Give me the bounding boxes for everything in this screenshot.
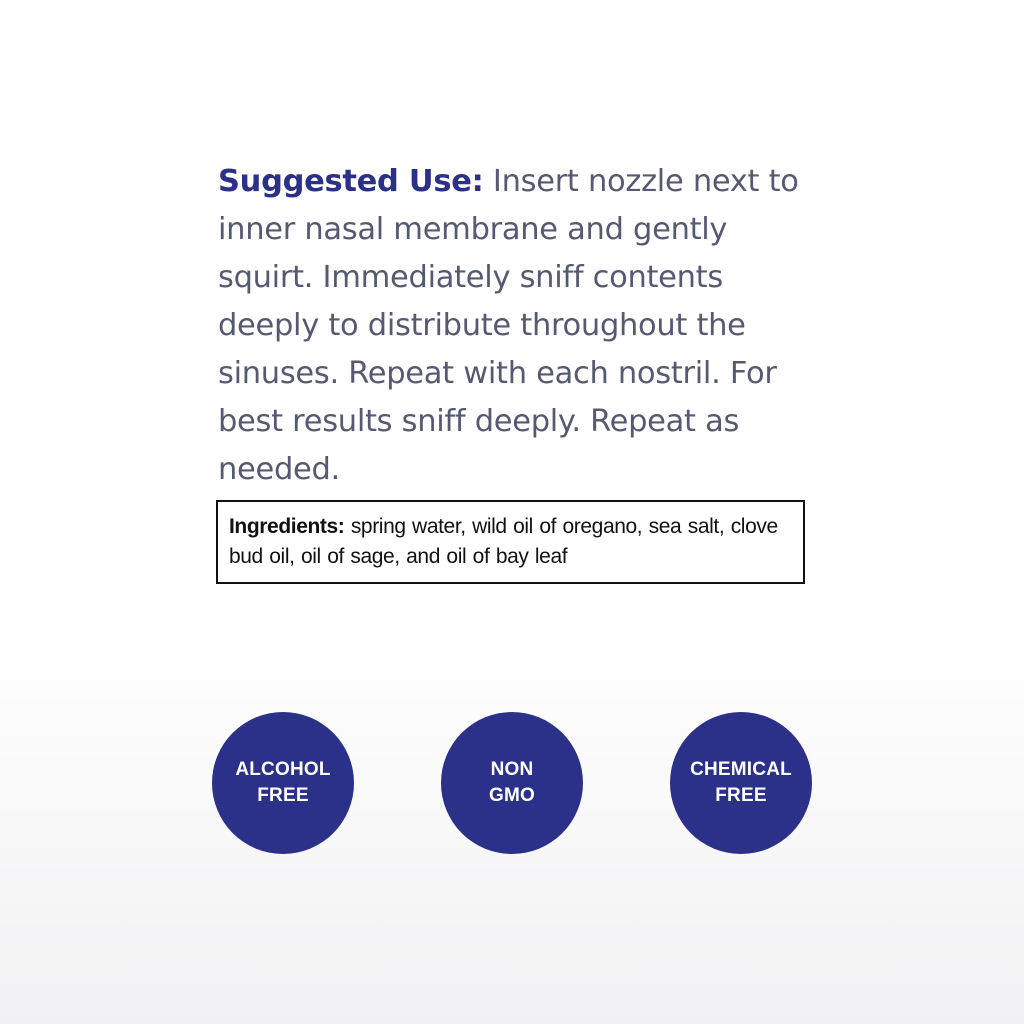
ingredients-box <box>216 500 805 584</box>
ingredients-label: Ingredients: <box>229 515 345 538</box>
badge-line-2: FREE <box>715 785 767 806</box>
chemical-free-badge <box>670 712 812 854</box>
badge-line-2: GMO <box>489 785 535 806</box>
badge-line-1: ALCOHOL <box>235 759 331 780</box>
alcohol-free-badge <box>212 712 354 854</box>
suggested-use-paragraph <box>218 158 818 494</box>
badge-line-2: FREE <box>257 785 309 806</box>
suggested-use-label: Suggested Use: <box>218 164 484 199</box>
badge-line-1: NON <box>490 759 534 780</box>
ingredients-text: spring water, wild oil of oregano, sea salt, clove bud oil, oil of sage, and oil of bay leaf <box>229 515 778 568</box>
suggested-use-text: Insert nozzle next to inner nasal membrane and gently squirt. Immediately sniff contents deeply to distribute throughout the sinuses. Repeat with each nostril. For best results sniff deeply. Repeat as needed. <box>218 164 799 487</box>
non-gmo-badge <box>441 712 583 854</box>
badge-line-1: CHEMICAL <box>690 759 792 780</box>
